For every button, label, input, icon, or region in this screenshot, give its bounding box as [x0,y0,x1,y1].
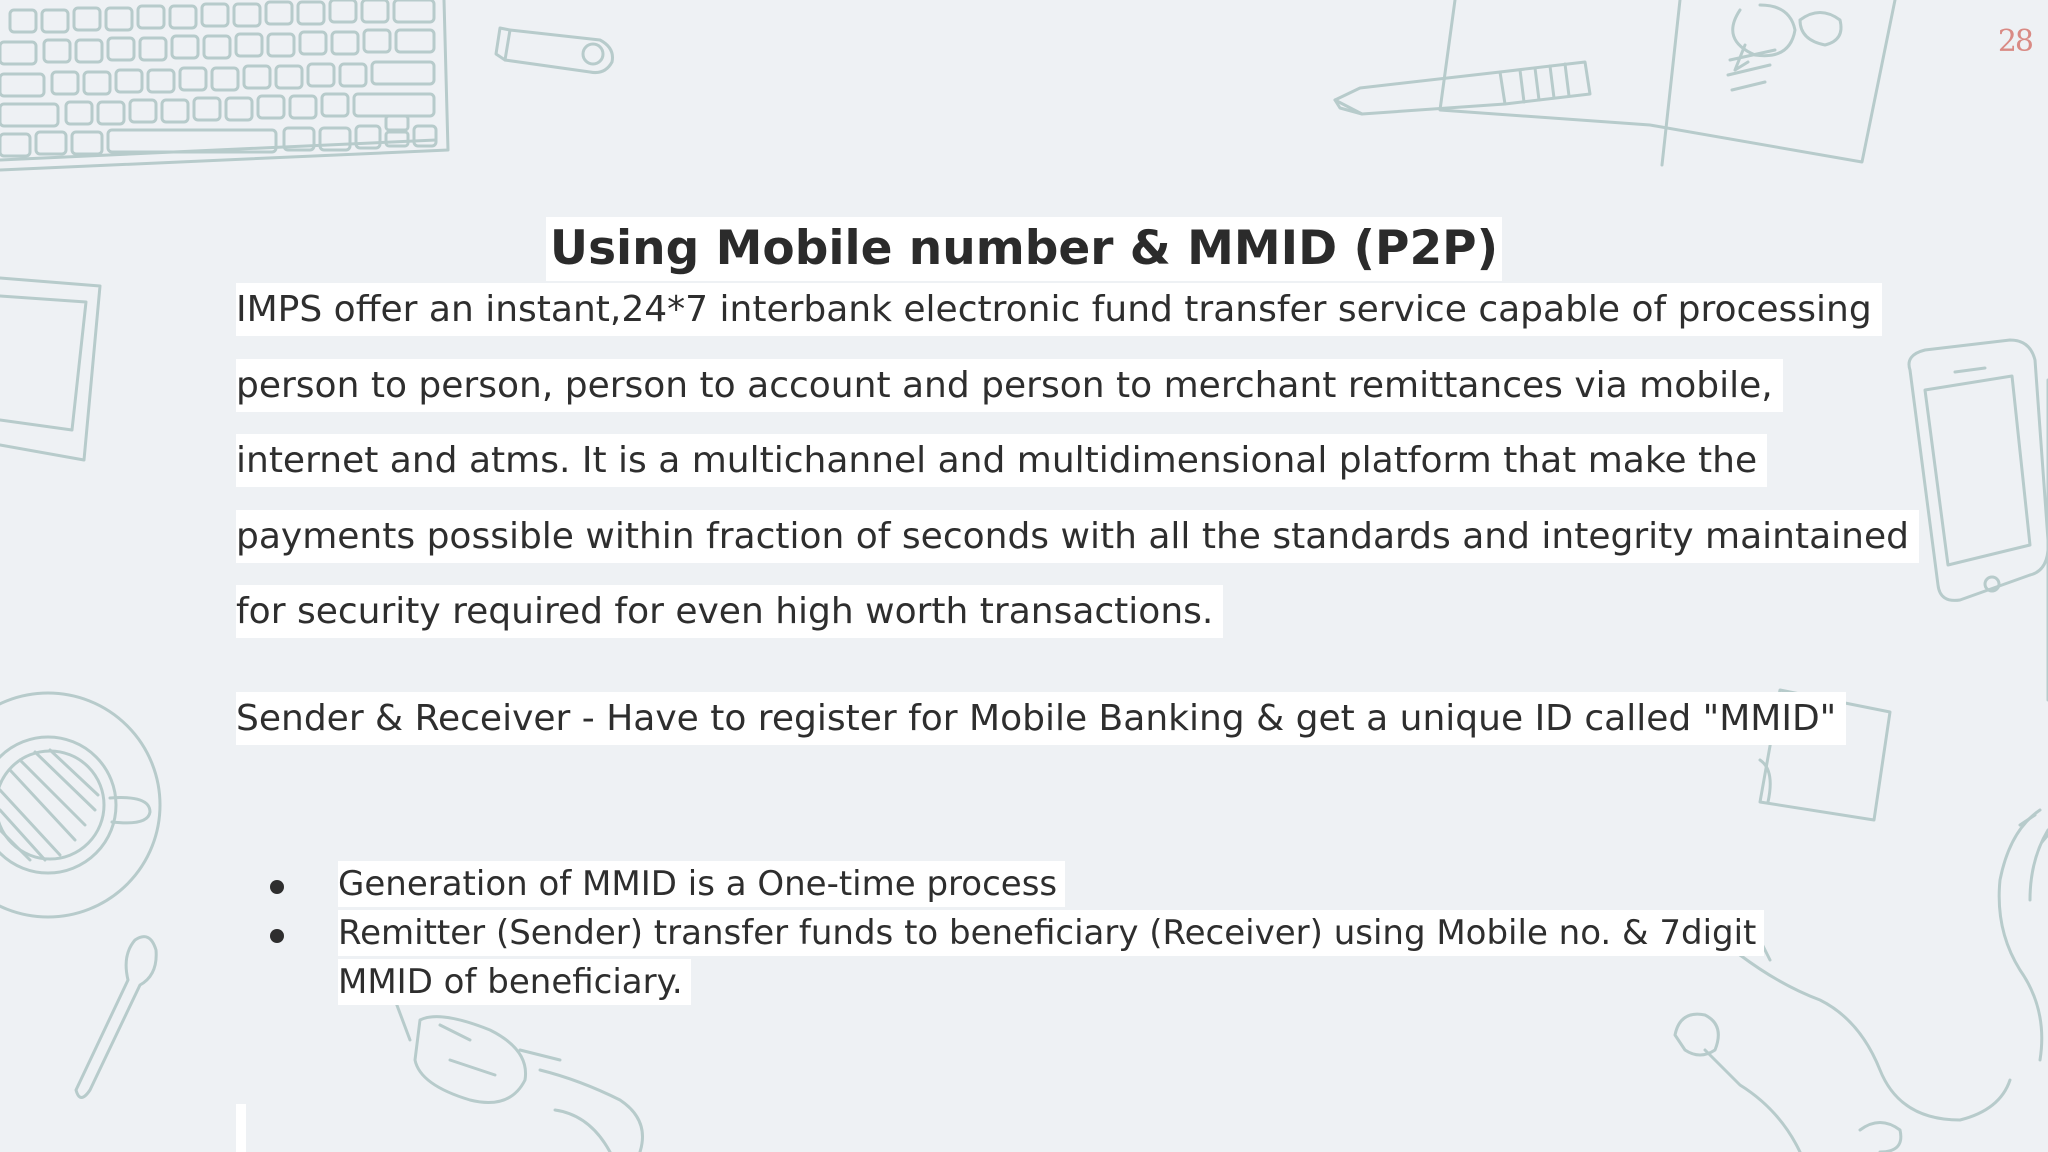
marker-doodle [1335,62,1590,114]
list-item [236,909,1856,1007]
glasses-doodle [395,1000,643,1152]
list-item-text: Generation of MMID is a One-time process [338,861,1065,907]
keyboard-doodle [0,0,448,170]
paragraph-text: IMPS offer an instant,24*7 interbank electronic fund transfer service capable of processing person to person, person to account and person to merchant remittances via mobile, internet and atms. It is a multichannel and multidimensional platform that make the payments possible within fraction of seconds with all the standards and integrity maintained for security required for even high worth transactions. [236,283,1919,638]
list-item [236,860,1856,909]
list-item-text: Remitter (Sender) transfer funds to beneficiary (Receiver) using Mobile no. & 7digit MMID of beneficiary. [338,910,1764,1005]
paragraph-sender-receiver [236,681,1916,757]
bullet-icon [270,880,284,894]
smartphone-doodle [1909,340,2048,700]
spoon-doodle [76,937,156,1098]
notebook-doodle [1440,0,1895,165]
coffee-cup-doodle [0,693,160,917]
paragraph-imps-description [236,272,1916,650]
slide-number: 28 [1997,24,2032,59]
bullet-icon [270,929,284,943]
slide-title: Using Mobile number & MMID (P2P) [546,217,1502,281]
text-box-edge [236,1104,246,1152]
paragraph-text: Sender & Receiver - Have to register for Mobile Banking & get a unique ID called "MMID" [236,692,1846,745]
bullet-list [236,860,1856,1007]
usb-drive-doodle [496,28,613,73]
